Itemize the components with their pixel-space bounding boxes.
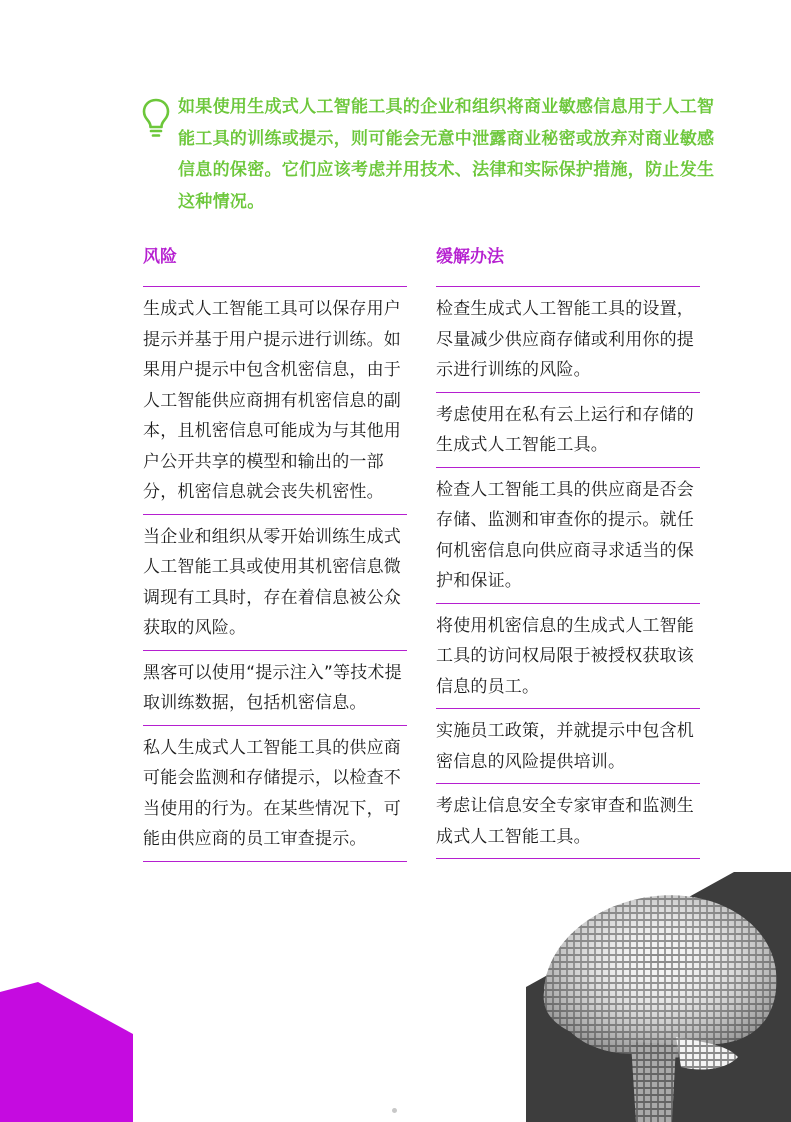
risk-item: 生成式人工智能工具可以保存用户提示并基于用户提示进行训练。如果用户提示中包含机密信息，由于人工智能供应商拥有机密信息的副本，且机密信息可能成为与其他用户公开共享的模型和输出的一部分，机密信息就会丧失机密性。 xyxy=(143,287,407,515)
mitigation-item: 将使用机密信息的生成式人工智能工具的访问权局限于被授权获取该信息的员工。 xyxy=(436,604,700,710)
risk-item: 当企业和组织从零开始训练生成式人工智能工具或使用其机密信息微调现有工具时，存在着信息被公众获取的风险。 xyxy=(143,515,407,651)
mitigations-column xyxy=(436,244,700,859)
risk-item: 私人生成式人工智能工具的供应商可能会监测和存储提示，以检查不当使用的行为。在某些情况下，可能由供应商的员工审查提示。 xyxy=(143,726,407,862)
corner-vertical-text xyxy=(8,1010,20,1110)
risks-column xyxy=(143,244,407,862)
mitigations-heading: 缓解办法 xyxy=(436,244,700,287)
lightbulb-icon xyxy=(142,98,170,138)
mitigation-item: 检查生成式人工智能工具的设置，尽量减少供应商存储或利用你的提示进行训练的风险。 xyxy=(436,287,700,393)
mitigation-item: 考虑让信息安全专家审查和监测生成式人工智能工具。 xyxy=(436,784,700,859)
mitigation-item: 检查人工智能工具的供应商是否会存储、监测和审查你的提示。就任何机密信息向供应商寻求适当的保护和保证。 xyxy=(436,468,700,604)
confidentiality-tip: 如果使用生成式人工智能工具的企业和组织将商业敏感信息用于人工智能工具的训练或提示，则可能会无意中泄露商业秘密或放弃对商业敏感信息的保密。它们应该考虑并用技术、法律和实际保护措施，防止发生这种情况。 xyxy=(178,97,715,212)
risk-item: 黑客可以使用“提示注入”等技术提取训练数据，包括机密信息。 xyxy=(143,651,407,726)
risks-heading: 风险 xyxy=(143,244,407,287)
brain-image xyxy=(526,872,791,1122)
page-indicator xyxy=(392,1108,397,1113)
mitigation-item: 考虑使用在私有云上运行和存储的生成式人工智能工具。 xyxy=(436,393,700,468)
mitigation-item: 实施员工政策，并就提示中包含机密信息的风险提供培训。 xyxy=(436,709,700,784)
